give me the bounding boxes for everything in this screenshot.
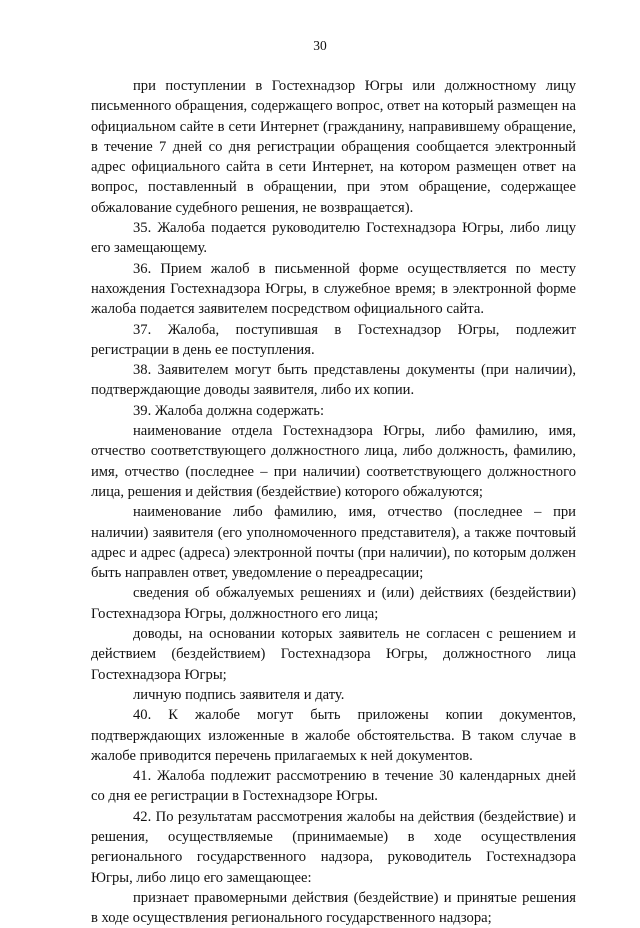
paragraph: 39. Жалоба должна содержать:	[133, 402, 324, 419]
paragraph: 38. Заявителем могут быть представлены документы (при наличии), подтверждающие доводы заявителя, либо их копии.	[91, 362, 576, 399]
paragraph: 35. Жалоба подается руководителю Гостехнадзора Югры, либо лицу его замещающему.	[91, 220, 576, 257]
paragraph: наименование отдела Гостехнадзора Югры, либо фамилию, имя, отчество соответствующего должностного лица, либо должность, фамилию, имя, отчество (последнее – при наличии) соответствующего должностного лица, решения и действия (бездействие) которого обжалуются;	[91, 423, 576, 500]
paragraph: 40. К жалобе могут быть приложены копии документов, подтверждающих изложенные в жалобе обстоятельства. В таком случае в жалобе приводится перечень прилагаемых к ней документов.	[91, 707, 576, 764]
paragraph: 41. Жалоба подлежит рассмотрению в течение 30 календарных дней со дня ее регистрации в Гостехнадзоре Югры.	[91, 768, 576, 805]
paragraph: доводы, на основании которых заявитель не согласен с решением и действием (бездействием) Гостехнадзора Югры, должностного лица Гостехнадзора Югры;	[91, 626, 576, 683]
paragraph: 37. Жалоба, поступившая в Гостехнадзор Югры, подлежит регистрации в день ее поступления.	[91, 321, 576, 358]
document-body	[91, 76, 576, 928]
paragraph: при поступлении в Гостехнадзор Югры или должностному лицу письменного обращения, содержащего вопрос, ответ на который размещен на официальном сайте в сети Интернет (гражданину, направившему обращение, в течение 7 дней со дня регистрации обращения сообщается электронный адрес официального сайта в сети Интернет, на котором размещен ответ на вопрос, поставленный в обращении, при этом обращение, содержащее обжалование судебного решения, не возвращается).	[91, 78, 576, 216]
paragraph: сведения об обжалуемых решениях и (или) действиях (бездействии) Гостехнадзора Югры, должностного его лица;	[91, 585, 576, 622]
paragraph: 42. По результатам рассмотрения жалобы на действия (бездействие) и решения, осуществляемые (принимаемые) в ходе осуществления регионального государственного надзора, руководитель Гостехнадзора Югры, либо лицо его замещающее:	[91, 808, 576, 886]
paragraph: признает правомерными действия (бездействие) и принятые решения в ходе осуществления регионального государственного надзора;	[91, 889, 576, 927]
paragraph: 36. Прием жалоб в письменной форме осуществляется по месту нахождения Гостехнадзора Югры, в служебное время; в электронной форме жалоба подается заявителем посредством официального сайта.	[91, 260, 576, 318]
paragraph: личную подпись заявителя и дату.	[133, 686, 345, 703]
page-number: 30	[313, 38, 327, 53]
paragraph: наименование либо фамилию, имя, отчество (последнее – при наличии) заявителя (его уполномоченного представителя), а также почтовый адрес и адрес (адреса) электронной почты (при наличии), по которым должен быть направлен ответ, уведомление о переадресации;	[91, 504, 576, 582]
